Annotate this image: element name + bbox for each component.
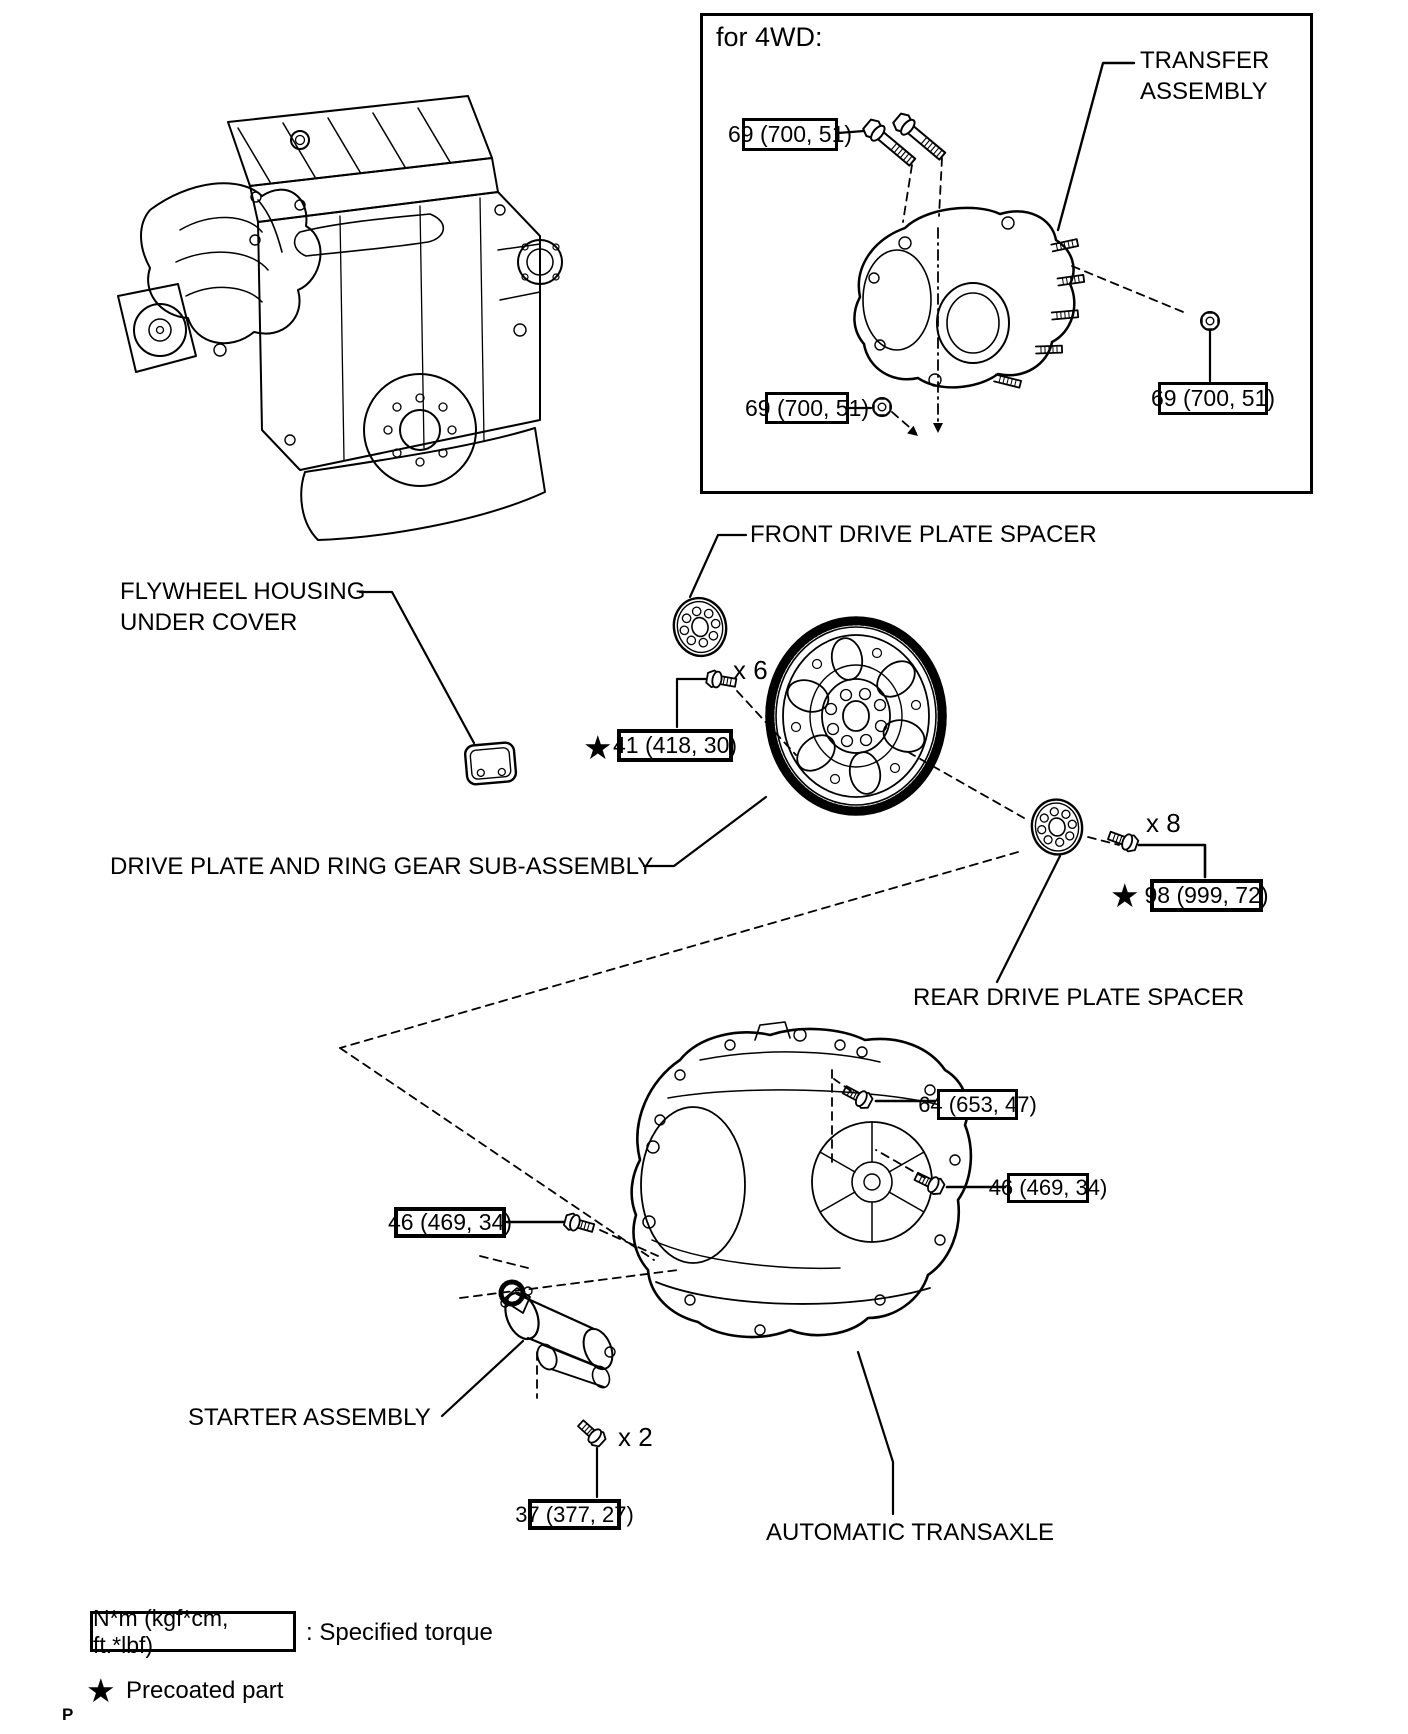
torque-box-transaxle-left: 46 (469, 34) bbox=[394, 1207, 506, 1238]
flywheel-housing-under-cover-label-line2: UNDER COVER bbox=[120, 609, 298, 636]
drive-plate-ring-gear-label: DRIVE PLATE AND RING GEAR SUB-ASSEMBLY bbox=[110, 853, 654, 880]
torque-box-transfer-top: 69 (700, 51) bbox=[742, 118, 838, 151]
precoated-star-icon: ★ bbox=[583, 729, 613, 766]
drive-plate-ring-gear-illustration bbox=[766, 617, 946, 815]
rear-spacer-leader-line bbox=[997, 856, 1060, 982]
torque-box-transaxle-upper: 64 (653, 47) bbox=[937, 1089, 1018, 1120]
automatic-transaxle-label: AUTOMATIC TRANSAXLE bbox=[766, 1519, 1055, 1546]
torque-box-drive-plate: 41 (418, 30) bbox=[617, 729, 733, 762]
starter-assembly-label: STARTER ASSEMBLY bbox=[188, 1404, 431, 1431]
page-marker: P bbox=[62, 1705, 74, 1724]
starter-assembly-illustration bbox=[499, 1282, 618, 1390]
legend-torque-description: : Specified torque bbox=[306, 1619, 493, 1646]
under-cover-illustration bbox=[464, 742, 516, 785]
drive-plate-leader-line bbox=[644, 797, 766, 866]
transfer-assembly-label-line1: TRANSFER bbox=[1140, 47, 1270, 74]
starter-leader-line bbox=[442, 1341, 523, 1416]
alignment-dashed-lines bbox=[340, 691, 1119, 1398]
drive-plate-bolt-group bbox=[677, 669, 737, 727]
transfer-assembly-label-line2: ASSEMBLY bbox=[1140, 78, 1268, 105]
bolt-count-x2: x 2 bbox=[618, 1422, 653, 1452]
torque-box-transfer-right: 69 (700, 51) bbox=[1158, 382, 1268, 415]
torque-box-starter: 37 (377, 27) bbox=[528, 1499, 621, 1530]
starter-bolt-group bbox=[575, 1417, 608, 1497]
front-spacer-leader-line bbox=[690, 535, 746, 597]
flywheel-housing-under-cover-label-line1: FLYWHEEL HOUSING bbox=[120, 578, 366, 605]
transaxle-leader-line bbox=[858, 1352, 893, 1514]
legend-precoated-description: Precoated part bbox=[126, 1677, 284, 1704]
front-drive-plate-spacer-illustration bbox=[669, 593, 732, 661]
under-cover-leader-line bbox=[360, 592, 474, 743]
bolt-count-x6: x 6 bbox=[733, 655, 768, 685]
front-drive-plate-spacer-label: FRONT DRIVE PLATE SPACER bbox=[750, 521, 1097, 548]
legend-torque-unit-box: N*m (kgf*cm, ft.*lbf) bbox=[90, 1611, 296, 1652]
inset-4wd-title: for 4WD: bbox=[716, 22, 823, 52]
precoated-star-icon: ★ bbox=[1110, 877, 1140, 914]
torque-box-transaxle-right: 46 (469, 34) bbox=[1007, 1173, 1089, 1203]
rear-drive-plate-spacer-label: REAR DRIVE PLATE SPACER bbox=[913, 984, 1245, 1011]
precoated-star-icon: ★ bbox=[86, 1672, 116, 1709]
torque-box-rear-spacer: 98 (999, 72) bbox=[1150, 879, 1263, 912]
bolt-count-x8: x 8 bbox=[1146, 808, 1181, 838]
engine-illustration bbox=[118, 96, 562, 540]
rear-drive-plate-spacer-illustration bbox=[1028, 796, 1087, 859]
torque-box-transfer-bottom: 69 (700, 51) bbox=[765, 392, 849, 424]
